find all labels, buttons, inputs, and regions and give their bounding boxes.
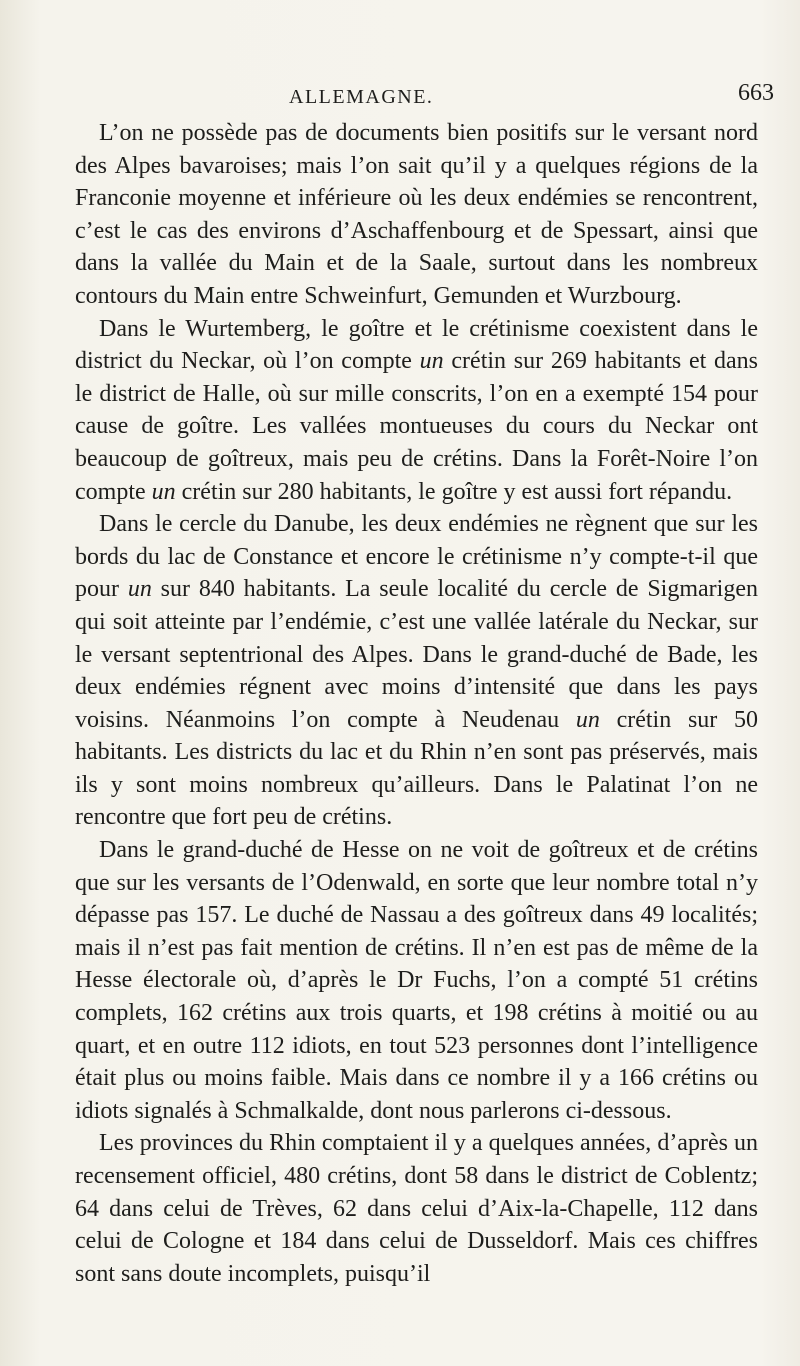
body-text xyxy=(75,117,758,1290)
paragraph-text: Dans le cercle du Danube, les deux endémies ne règnent que sur les bords du lac de Constance et encore le crétinisme n’y compte-t-il que pour xyxy=(75,511,758,603)
paragraph-text: crétin sur 269 habitants et dans le district de Halle, où sur mille conscrits, l’on en a exempté 154 pour cause de goître. Les vallées montueuses du cours du Neckar ont beaucoup de goîtreux, mais peu de crétins. Dans la Forêt-Noire l’on compte xyxy=(75,348,758,505)
paragraph xyxy=(75,508,758,834)
paragraph xyxy=(75,834,758,1127)
paragraph-text: crétin sur 50 habitants. Les districts du lac et du Rhin n’en sont pas préservés, mais ils y sont moins nombreux qu’ailleurs. Dans le Palatinat l’on ne rencontre que fort peu de crétins. xyxy=(75,706,758,831)
paragraph-text: sur 840 habitants. La seule localité du cercle de Sigmarigen qui soit atteinte par l’endémie, c’est une vallée latérale du Neckar, sur le versant septentrional des Alpes. Dans le grand-duché de Bade, les deux endémies régnent avec moins d’intensité que dans les pays voisins. Néanmoins l’on compte à Neudenau xyxy=(75,576,758,733)
italic-text: un xyxy=(151,478,176,505)
italic-text: un xyxy=(575,706,600,733)
paragraph-text: L’on ne possède pas de documents bien positifs sur le versant nord des Alpes bavaroises; mais l’on sait qu’il y a quelques régions de la Franconie moyenne et inférieure où les deux endémies se rencontrent, c’est le cas des environs d’Aschaffenbourg et de Spessart, ainsi que dans la vallée du Main et de la Saale, surtout dans les nombreux contours du Main entre Schweinfurt, Gemunden et Wurzbourg. xyxy=(75,120,758,309)
paragraph-text: Les provinces du Rhin comptaient il y a quelques années, d’après un recensement officiel, 480 crétins, dont 58 dans le district de Coblentz; 64 dans celui de Trèves, 62 dans celui d’Aix-la-Chapelle, 112 dans celui de Cologne et 184 dans celui de Dusseldorf. Mais ces chiffres sont sans doute incomplets, puisqu’il xyxy=(75,1130,758,1287)
paragraph xyxy=(75,1127,758,1290)
running-title: ALLEMAGNE. xyxy=(289,86,434,108)
page-number: 663 xyxy=(738,80,774,106)
paragraph-text: Dans le grand-duché de Hesse on ne voit de goîtreux et de crétins que sur les versants de l’Odenwald, en sorte que leur nombre total n’y dépasse pas 157. Le duché de Nassau a des goîtreux dans 49 localités; mais il n’est pas fait mention de crétins. Il n’en est pas de même de la Hesse électorale où, d’après le Dr Fuchs, l’on a compté 51 crétins complets, 162 crétins aux trois quarts, et 198 crétins à moitié ou au quart, et en outre 112 idiots, en tout 523 personnes dont l’intelligence était plus ou moins faible. Mais dans ce nombre il y a 166 crétins ou idiots signalés à Schmalkalde, dont nous parlerons ci-dessous. xyxy=(75,837,758,1124)
italic-text: un xyxy=(127,576,152,603)
paragraph-text: Dans le Wurtemberg, le goître et le crétinisme coexistent dans le district du Neckar, où l’on compte xyxy=(75,315,758,375)
italic-text: un xyxy=(419,348,444,375)
paragraph xyxy=(75,117,758,313)
paragraph-text: crétin sur 280 habitants, le goître y est aussi fort répandu. xyxy=(175,478,733,505)
paragraph xyxy=(75,313,758,509)
running-head xyxy=(0,80,800,110)
